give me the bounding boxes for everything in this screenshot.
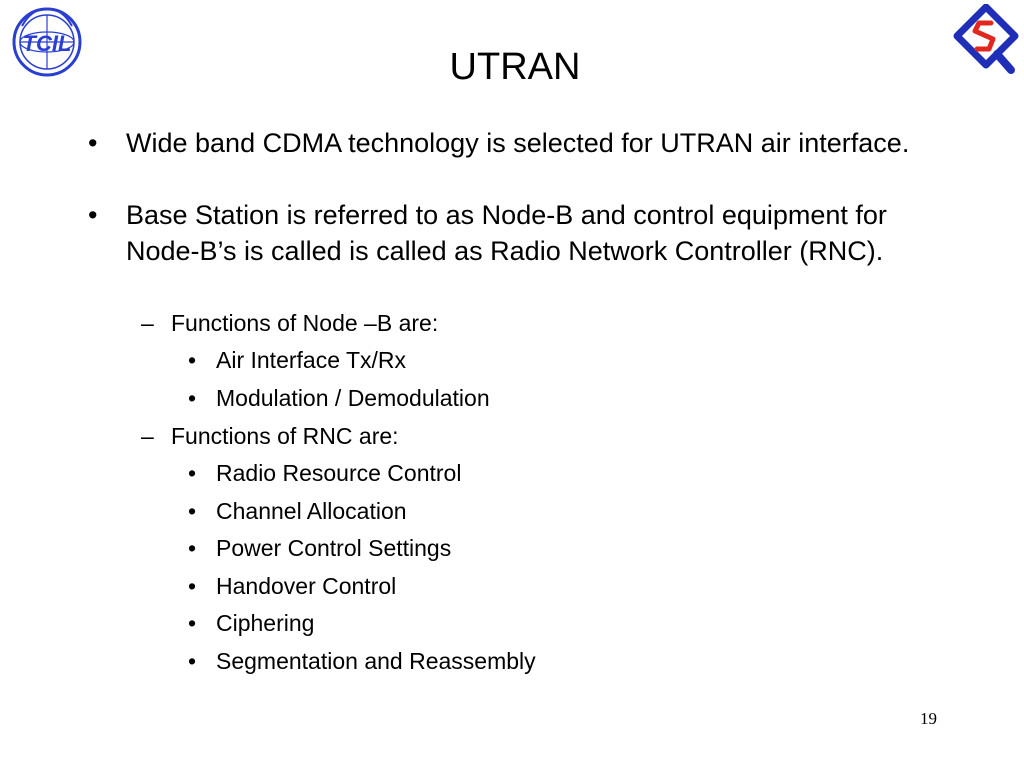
list-item-text: Segmentation and Reassembly	[216, 648, 536, 674]
bullet-marker: •	[188, 535, 197, 561]
page-number: 19	[920, 709, 937, 728]
sub-bullet-item	[141, 308, 871, 338]
sub-bullet-item	[141, 421, 871, 451]
bullet-marker: •	[188, 385, 197, 411]
list-item	[188, 571, 916, 601]
bullet-marker: •	[188, 347, 197, 373]
sub-bullet-text: Functions of RNC are:	[171, 423, 399, 449]
list-item-text: Handover Control	[216, 573, 397, 599]
list-item-text: Ciphering	[216, 610, 315, 636]
bullet-marker: •	[188, 498, 197, 524]
list-item-text: Modulation / Demodulation	[216, 385, 490, 411]
list-item	[188, 496, 916, 526]
bullet-marker: •	[188, 460, 197, 486]
list-item-text: Radio Resource Control	[216, 460, 462, 486]
bullet-item	[88, 125, 926, 161]
bullet-marker: •	[88, 128, 98, 158]
svg-text:TCIL: TCIL	[22, 31, 72, 56]
bullet-marker: •	[188, 610, 197, 636]
list-item	[188, 533, 916, 563]
slide-title: UTRAN	[449, 46, 581, 88]
dash-marker: –	[141, 423, 154, 449]
bullet-marker: •	[188, 573, 197, 599]
sub-bullet-text: Functions of Node –B are:	[171, 310, 439, 336]
bullet-text: Wide band CDMA technology is selected for UTRAN air interface.	[126, 128, 910, 158]
list-item	[188, 458, 916, 488]
list-item-text: Air Interface Tx/Rx	[216, 347, 407, 373]
list-item-text: Channel Allocation	[216, 498, 407, 524]
list-item	[188, 646, 916, 676]
list-item	[188, 345, 916, 375]
list-item	[188, 608, 916, 638]
bullet-marker: •	[88, 200, 98, 230]
bullet-item	[88, 197, 926, 269]
dash-marker: –	[141, 310, 154, 336]
bullet-marker: •	[188, 648, 197, 674]
list-item	[188, 383, 916, 413]
list-item-text: Power Control Settings	[216, 535, 452, 561]
bullet-text: Base Station is referred to as Node-B and control equipment for Node-B’s is called is called as Radio Network Controller (RNC).	[126, 200, 887, 266]
